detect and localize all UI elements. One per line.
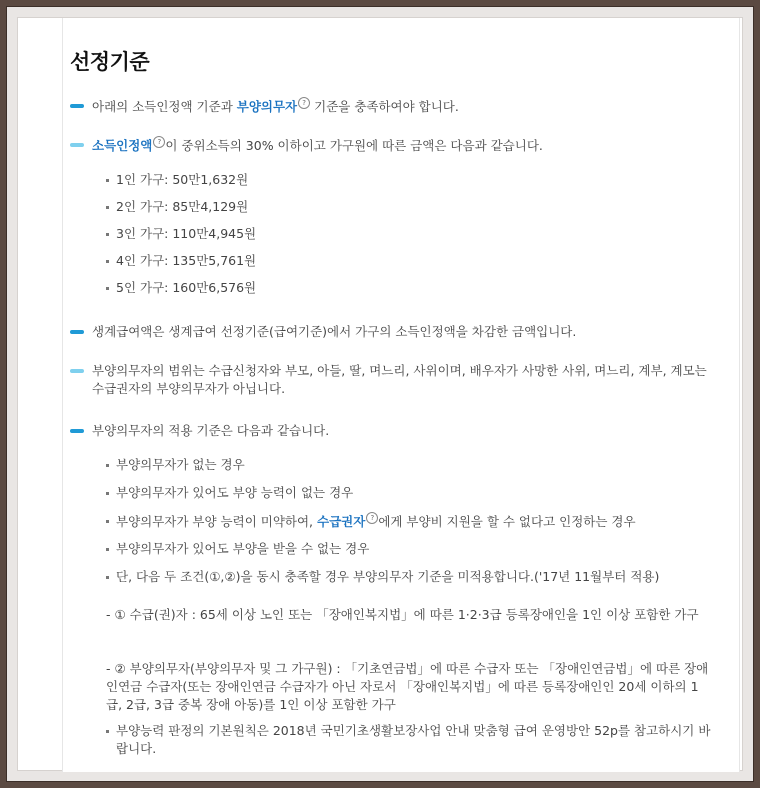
help-icon[interactable]: ? <box>153 136 165 148</box>
household-item: 1인 가구: 50만1,632원 <box>106 171 716 189</box>
bar-bullet-icon <box>70 104 84 108</box>
dot-bullet-icon <box>106 492 109 495</box>
income-line: 소득인정액 ? 이 중위소득의 30% 이하이고 가구원에 따른 금액은 다음과 같습니다. <box>70 136 710 155</box>
bar-bullet-icon <box>70 330 84 334</box>
criteria-item: 부양의무자가 있어도 부양을 받을 수 없는 경우 <box>106 540 716 558</box>
dot-bullet-icon <box>106 206 109 209</box>
condition-2: - ② 부양의무자(부양의무자 및 그 가구원) : 「기초연금법」에 따른 수급자 또는 「장애인연금법」에 따른 장애인연금 수급자(또는 장애인연금 수급자가 아닌 자로서 「장애인복지법」에 따른 등록장애인인 20세 이하의 1급, 2급, 3급 중복 장애 아동)를 1인 이상 포함한 가구 <box>106 661 709 712</box>
benefit-line: 생계급여액은 생계급여 선정기준(급여기준)에서 가구의 소득인정액을 차감한 금액입니다. <box>70 323 710 341</box>
criteria-item: 부양의무자가 없는 경우 <box>106 456 716 474</box>
dot-bullet-icon <box>106 730 109 733</box>
bar-bullet-icon <box>70 369 84 373</box>
dot-bullet-icon <box>106 548 109 551</box>
criteria-item: 단, 다음 두 조건(①,②)을 동시 충족할 경우 부양의무자 기준을 미적용합니다.('17년 11월부터 적용) <box>106 568 716 586</box>
criteria-item: 부양의무자가 부양 능력이 미약하여, 수급권자 ? 에게 부양비 지원을 할 수 없다고 인정하는 경우 <box>106 512 716 531</box>
note-item: 부양능력 판정의 기본원칙은 2018년 국민기초생활보장사업 안내 맞춤형 급여 운영방안 52p를 참고하시기 바랍니다. <box>106 722 716 758</box>
household-item: 4인 가구: 135만5,761원 <box>106 252 716 270</box>
scope-line: 부양의무자의 범위는 수급신청자와 부모, 아들, 딸, 며느리, 사위이며, 배우자가 사망한 사위, 며느리, 계부, 계모는 수급권자의 부양의무자가 아닙니다. <box>70 362 710 398</box>
household-item: 2인 가구: 85만4,129원 <box>106 198 716 216</box>
help-icon[interactable]: ? <box>366 512 378 524</box>
recipient-link[interactable]: 수급권자 <box>317 514 366 529</box>
criteria-item: 부양의무자가 있어도 부양 능력이 없는 경우 <box>106 484 716 502</box>
dot-bullet-icon <box>106 233 109 236</box>
bar-bullet-icon <box>70 143 84 147</box>
dot-bullet-icon <box>106 260 109 263</box>
dot-bullet-icon <box>106 287 109 290</box>
condition-1: - ① 수급(권)자 : 65세 이상 노인 또는 「장애인복지법」에 따른 1·2·3급 등록장애인을 1인 이상 포함한 가구 <box>106 607 699 622</box>
income-link[interactable]: 소득인정액 <box>92 138 153 153</box>
dependent-link[interactable]: 부양의무자 <box>236 99 298 114</box>
dot-bullet-icon <box>106 520 109 523</box>
bar-bullet-icon <box>70 429 84 433</box>
dot-bullet-icon <box>106 179 109 182</box>
dot-bullet-icon <box>106 464 109 467</box>
household-item: 5인 가구: 160만6,576원 <box>106 279 716 297</box>
criteria-title: 부양의무자의 적용 기준은 다음과 같습니다. <box>70 422 710 440</box>
page-title: 선정기준 <box>70 50 150 74</box>
outer-frame <box>6 6 754 782</box>
dot-bullet-icon <box>106 576 109 579</box>
help-icon[interactable]: ? <box>298 97 310 109</box>
intro-line: 아래의 소득인정액 기준과 부양의무자 ? 기준을 충족하여야 합니다. <box>70 97 710 116</box>
page <box>17 17 743 771</box>
household-item: 3인 가구: 110만4,945원 <box>106 225 716 243</box>
